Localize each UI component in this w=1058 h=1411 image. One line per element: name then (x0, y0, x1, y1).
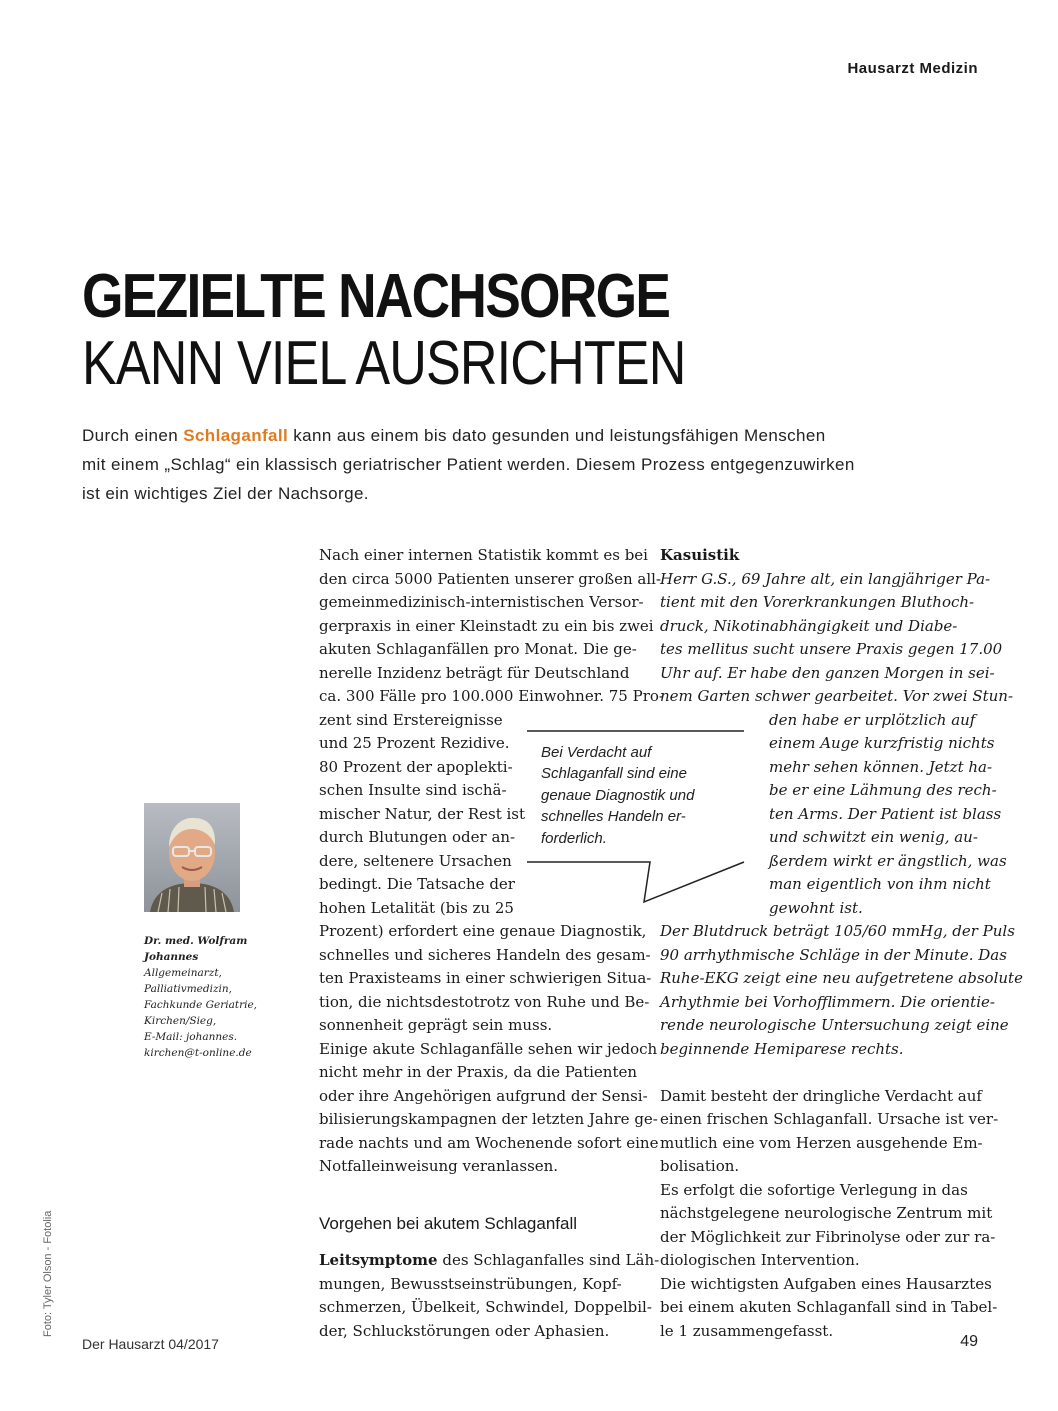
case-line: den habe er urplötzlich auf (769, 710, 976, 729)
body-line: bolisation. (660, 1157, 740, 1175)
case-line: tes mellitus sucht unsere Praxis gegen 17.00 (660, 640, 1003, 658)
body-line: zent sind Erstereignisse (319, 710, 503, 729)
body-line: Damit besteht der dringliche Verdacht auf (660, 1086, 982, 1105)
author-email: kirchen@t-online.de (144, 1047, 252, 1059)
body-line: bedingt. Die Tatsache der (319, 875, 515, 893)
case-line: Der Blutdruck beträgt 105/60 mmHg, der Puls (660, 922, 1015, 940)
body-line: dere, seltenere Ursachen (319, 851, 512, 870)
body-line: Leitsymptome des Schlaganfalles sind Läh- (319, 1251, 660, 1269)
body-line: Nach einer internen Statistik kommt es bei (319, 546, 648, 564)
author-detail: Fachkunde Geriatrie, (144, 999, 258, 1011)
case-line: beginnende Hemiparese rechts. (660, 1039, 904, 1058)
body-line: durch Blutungen oder an- (319, 828, 516, 846)
author-email: E-Mail: johannes. (144, 1031, 238, 1043)
lead-line-2: mit einem „Schlag“ ein klassisch geriatrischer Patient werden. Diesem Prozess entgegenzuwirken (82, 455, 855, 474)
body-line: der, Schluckstörungen oder Aphasien. (319, 1321, 610, 1340)
case-line: man eigentlich von ihm nicht (769, 875, 991, 893)
case-heading: Kasuistik (660, 546, 740, 564)
body-line: nerelle Inzidenz beträgt für Deutschland (319, 663, 630, 682)
leitsymptome-term: Leitsymptome (319, 1251, 438, 1269)
body-line: Es erfolgt die sofortige Verlegung in das (660, 1180, 968, 1199)
section-label: Hausarzt Medizin (847, 60, 978, 77)
body-line: Notfalleinweisung veranlassen. (319, 1157, 559, 1175)
body-line: rade nachts und am Wochenende sofort eine (319, 1133, 659, 1152)
case-line: einem Auge kurzfristig nichts (769, 734, 995, 752)
body-line: gerpraxis in einer Kleinstadt zu ein bis zwei (319, 616, 654, 635)
body-line: Prozent) erfordert eine genaue Diagnostik, (319, 922, 647, 940)
body-line: bilisierungskampagnen der letzten Jahre ge- (319, 1110, 658, 1128)
body-line: hohen Letalität (bis zu 25 (319, 898, 514, 917)
body-line: mutlich eine vom Herzen ausgehende Em- (660, 1133, 983, 1152)
section-heading: Vorgehen bei akutem Schlaganfall (319, 1214, 578, 1233)
author-detail: Allgemeinarzt, (144, 967, 222, 979)
body-line: diologischen Intervention. (660, 1251, 860, 1269)
body-line: und 25 Prozent Rezidive. (319, 734, 510, 752)
case-line: Uhr auf. Er habe den ganzen Morgen in sei- (660, 663, 995, 682)
case-line: tient mit den Vorerkrankungen Bluthoch- (660, 593, 975, 611)
pullquote-speech-tail (527, 862, 744, 902)
body-line: sonnenheit geprägt sein muss. (319, 1016, 553, 1034)
body-line: 80 Prozent der apoplekti- (319, 757, 513, 776)
body-line: ca. 300 Fälle pro 100.000 Einwohner. 75 Pro- (319, 687, 664, 705)
body-line: mungen, Bewusstseinstrübungen, Kopf- (319, 1274, 622, 1293)
case-line: Herr G.S., 69 Jahre alt, ein langjähriger Pa- (660, 569, 991, 588)
body-line: le 1 zusammengefasst. (660, 1321, 834, 1340)
body-line: bei einem akuten Schlaganfall sind in Tabel- (660, 1298, 998, 1316)
body-line: akuten Schlaganfällen pro Monat. Die ge- (319, 640, 637, 658)
lead-line-1: Durch einen Schlaganfall kann aus einem bis dato gesunden und leistungsfähigen Menschen (82, 426, 826, 445)
body-line: nicht mehr in der Praxis, da die Patienten (319, 1063, 638, 1081)
case-line: ten Arms. Der Patient ist blass (769, 804, 1002, 823)
case-line: ßerdem wirkt er ängstlich, was (769, 851, 1007, 870)
body-line: ten Praxisteams in einer schwierigen Situa- (319, 969, 652, 987)
case-line: Arhythmie bei Vorhofflimmern. Die orientie- (660, 992, 995, 1011)
case-line: be er eine Lähmung des rech- (769, 781, 997, 799)
author-photo (144, 803, 240, 912)
body-line: tion, die nichtsdestotrotz von Ruhe und Be- (319, 992, 650, 1011)
case-line: rende neurologische Untersuchung zeigt eine (660, 1016, 1009, 1034)
case-line: druck, Nikotinabhängigkeit und Diabe- (660, 616, 958, 635)
footer-journal: Der Hausarzt 04/2017 (82, 1336, 219, 1352)
case-line: 90 arrhythmische Schläge in der Minute. Das (660, 945, 1007, 964)
body-line: einen frischen Schlaganfall. Ursache ist ver- (660, 1110, 999, 1128)
author-detail: Kirchen/Sieg, (144, 1015, 217, 1027)
body-line: schmerzen, Übelkeit, Schwindel, Doppelbil- (319, 1298, 652, 1316)
author-name: Johannes (144, 951, 199, 963)
body-line: nächstgelegene neurologische Zentrum mit (660, 1204, 993, 1222)
body-line: schnelles und sicheres Handeln des gesam- (319, 945, 651, 964)
case-line: Ruhe-EKG zeigt eine neu aufgetretene absolute (660, 969, 1023, 987)
headline-line-1: GEZIELTE NACHSORGE (82, 262, 670, 331)
pullquote: Bei Verdacht auf Schlaganfall sind eine genaue Diagnostik und schnelles Handeln er- forderlich. (541, 744, 695, 847)
body-line: schen Insulte sind ischä- (319, 781, 507, 799)
case-line: gewohnt ist. (769, 898, 863, 917)
headline-line-2: KANN VIEL AUSRICHTEN (82, 329, 686, 398)
case-line: nem Garten schwer gearbeitet. Vor zwei Stun- (660, 687, 1014, 705)
body-line: Die wichtigsten Aufgaben eines Hausarztes (660, 1274, 992, 1293)
body-line: mischer Natur, der Rest ist (319, 804, 526, 823)
body-line: der Möglichkeit zur Fibrinolyse oder zur ra- (660, 1227, 996, 1246)
body-line: den circa 5000 Patienten unserer großen all- (319, 569, 662, 588)
body-line: gemeinmedizinisch-internistischen Versor- (319, 593, 644, 611)
author-name: Dr. med. Wolfram (144, 935, 248, 947)
body-line: Einige akute Schlaganfälle sehen wir jedoch (319, 1039, 658, 1058)
author-detail: Palliativmedizin, (144, 983, 232, 995)
photo-credit: Foto: Tyler Olson - Fotolia (42, 1210, 54, 1337)
lead-line-3: ist ein wichtiges Ziel der Nachsorge. (82, 484, 369, 503)
body-line: oder ihre Angehörigen aufgrund der Sensi- (319, 1086, 648, 1105)
case-line: und schwitzt ein wenig, au- (769, 828, 978, 846)
lead-highlight: Schlaganfall (183, 426, 289, 445)
page-number: 49 (960, 1333, 978, 1350)
case-line: mehr sehen können. Jetzt ha- (769, 757, 993, 776)
